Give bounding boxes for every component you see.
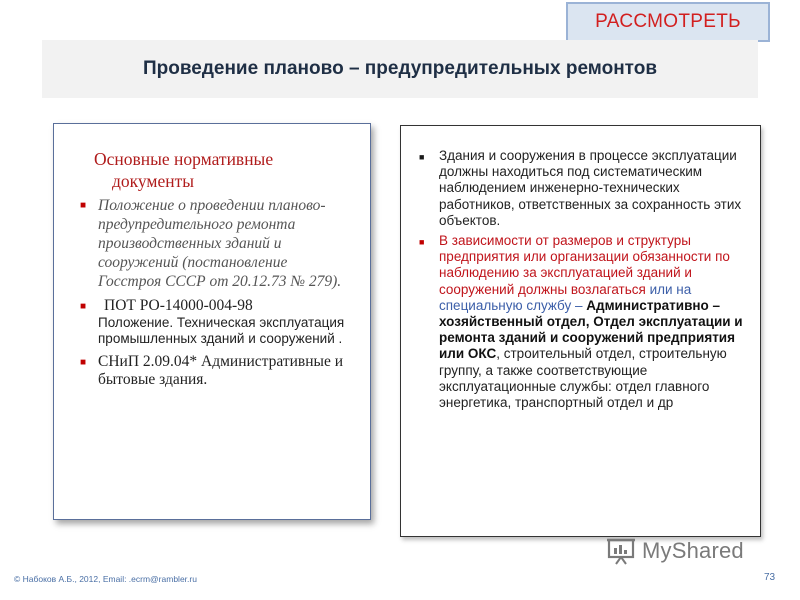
footer-copyright: © Набоков А.Б., 2012, Email: .ecrm@rambler.ru (14, 574, 197, 584)
list-item: ■ В зависимости от размеров и структуры предприятия или организации обязанности по наблюдению за эксплуатацией зданий и сооружений должны возлагаться или на специальную службу – Административно – хозяйственный отдел, Отдел эксплуатации и ремонта зданий и сооружений предприятия или ОКС, строительный отдел, строительную группу, а также соответствующие эксплуатационные службы: отдел главного энергетика, транспортный отдел и др (419, 233, 743, 411)
page-title: Проведение планово – предупредительных ремонтов (142, 58, 658, 79)
bullet-icon: ■ (80, 357, 87, 368)
bullet-icon: ■ (80, 200, 87, 211)
presentation-icon (606, 536, 636, 566)
left-heading: Основные нормативные документы (94, 149, 274, 191)
page-number: 73 (764, 572, 776, 583)
left-list (76, 196, 352, 389)
watermark: MyShared (606, 536, 744, 566)
review-badge[interactable]: РАССМОТРЕТЬ (566, 2, 770, 42)
left-panel (53, 123, 371, 520)
bullet-icon: ■ (419, 237, 425, 248)
right-list (413, 148, 746, 411)
title-band (42, 40, 758, 98)
right-panel (400, 125, 761, 537)
list-item: ■ СНиП 2.09.04* Административные и бытовые здания. (80, 353, 344, 388)
list-item: ■ Здания и сооружения в процессе эксплуатации должны находиться под систематическим наблюдением инженерно-технических работников, ответственных за сохранность этих объектов. (419, 148, 742, 228)
bullet-icon: ■ (80, 301, 87, 312)
list-item: ■ ПОТ РО-14000-004-98 Положение. Техническая эксплуатация промышленных зданий и сооружений . (80, 297, 345, 346)
list-item: ■ Положение о проведении планово-предупредительного ремонта производственных зданий и сооружений (постановление Госстроя СССР от 20.12.73 № 279). (80, 197, 342, 290)
bullet-icon: ■ (419, 152, 425, 162)
